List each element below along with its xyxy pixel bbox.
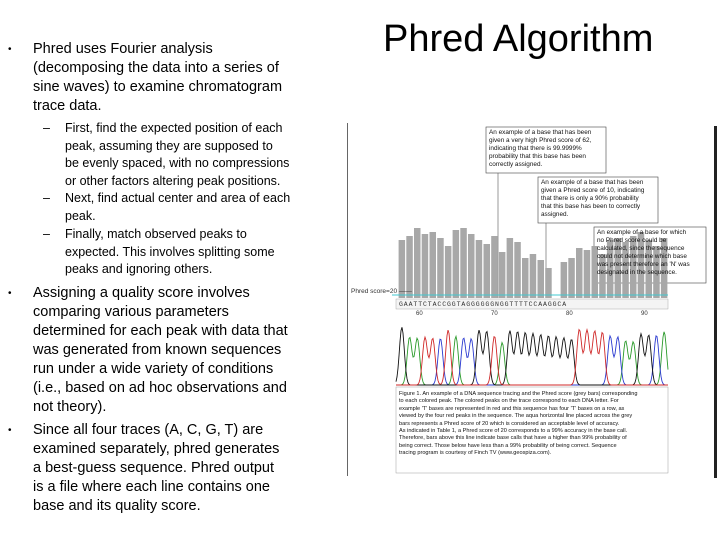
quality-bar [522,258,529,298]
quality-bar [491,236,498,298]
bullet-text-line: sine waves) to examine chromatogram [33,79,283,95]
bullet-text-line: (decomposing the data into a series of [33,60,279,76]
subbullet-text-line: or other factors altering peak positions. [65,173,281,188]
quality-bar [414,228,421,298]
quality-bar [507,238,513,298]
subbullet-text-line: First, find the expected position of each [65,121,283,135]
quality-bar [530,254,537,298]
subbullet-actual-center [43,190,343,225]
subbullet-text-line: be evenly spaced, with no compressions [65,156,290,170]
quality-bar [576,248,583,298]
bullet-text-line: Phred uses Fourier analysis [33,41,213,57]
subbullet-text-line: peak. [65,208,96,223]
quality-bar [460,228,467,298]
subbullet-expected-position [43,120,343,190]
subbullet-text-line: Finally, match observed peaks to [65,227,247,241]
bullet-text-line: examined separately, phred generates [33,441,280,457]
bullet-text-line: Assigning a quality score involves [33,285,250,301]
bullet-text-line: is a file where each line contains one [33,479,270,495]
quality-bar [568,258,575,298]
quality-bar [584,250,591,298]
bullet-text-line: run under a wide variety of conditions [33,361,274,377]
trace-curves [396,327,668,385]
phred-score-label: Phred score=20 —— [351,288,412,295]
annotation-high-score: An example of a base that has been given a very high Phred score of 62, indicating that there is 99.9999% probability that this base has been correctly assigned. [489,129,592,168]
bullet-text-line: (i.e., based on ad hoc observations and [33,380,287,396]
quality-bar [545,268,552,298]
quality-bar [422,234,429,298]
quality-bar [453,230,460,298]
bullet-mark: • [8,288,12,299]
bullet-text-line: was generated from known sequences [33,342,282,358]
quality-bar [445,246,452,298]
bullet-mark: • [8,44,12,55]
position-number: 70 [491,311,498,317]
chromatogram-figure [347,123,708,476]
trace-C [396,336,668,385]
quality-bar [476,240,483,298]
quality-bar [468,234,475,298]
subbullet-mark: – [43,227,50,241]
subbullet-text-line: peaks and ignoring others. [65,262,213,276]
right-edge-bar [714,126,717,478]
bullet-mark: • [8,425,12,436]
bullet-text-line: a best-guess sequence. Phred output [33,460,275,476]
position-number: 60 [416,311,423,317]
position-number: 90 [641,311,648,317]
quality-bar [538,260,545,298]
base-sequence: GAATTCTACCGGTAGGGGGGNGGTTTTCCAAGGCA [399,301,568,308]
bullet-quality-score [8,284,338,417]
position-number: 80 [566,311,573,317]
subbullet-text-line: Next, find actual center and area of each [65,191,291,205]
slide-title: Phred Algorithm [383,18,654,60]
annotation-no-score: An example of a base for which no Phred score could be calculated, since the sequence could not determine which base was present therefore an 'N' was designated in the sequence. [597,229,690,276]
subbullet-match-peaks [43,226,343,279]
bullet-text-line: trace data. [33,98,102,114]
bullet-text-line: base and its quality score. [33,498,201,514]
bullet-four-traces [8,421,338,516]
quality-bar [430,232,437,298]
subbullet-text-line: expected. This involves splitting some [65,244,275,259]
bullet-text-line: not theory). [33,399,107,415]
figure-caption: Figure 1. An example of a DNA sequence tracing and the Phred score (grey bars) corresponding to each colored peak. The colored peaks on the trace correspond to each DNA letter. For example 'T' bases are represented in red and this sequence has four 'T' bases on a row, as viewed by the four red peaks in the sequence. The aqua horizontal line placed across the grey bars represents a Phred score of 20 which is considered an acceptable level of accuracy. As indicated in Table 1, a Phred score of 20 corresponds to a 99% accuracy in the base call. Therefore, bars above this line indicate base calls that have a higher than 99% probability of being correct. Those below have less than a 99% probability of being correct. Sequence tracing program is courtesy of Finch TV (www.geospiza.com). [399,391,638,457]
subbullet-mark: – [43,191,50,205]
subbullet-mark: – [43,121,50,135]
subbullet-text-line: peak, assuming they are supposed to [65,138,273,153]
bullet-phred-fourier [8,40,338,116]
quality-bar [561,262,568,298]
bullet-text-line: comparing various parameters [33,304,229,320]
quality-bar [499,252,506,298]
annotation-score-10: An example of a base that has been given a Phred score of 10, indicating that there is only a 90% probability that this base has been to correctly assigned. [541,179,645,218]
quality-bar [514,242,521,298]
trace-G [396,327,668,385]
bullet-text-line: determined for each peak with data that [33,323,288,339]
quality-bar [484,244,491,298]
quality-bar [437,238,444,298]
bullet-text-line: Since all four traces (A, C, G, T) are [33,422,264,438]
